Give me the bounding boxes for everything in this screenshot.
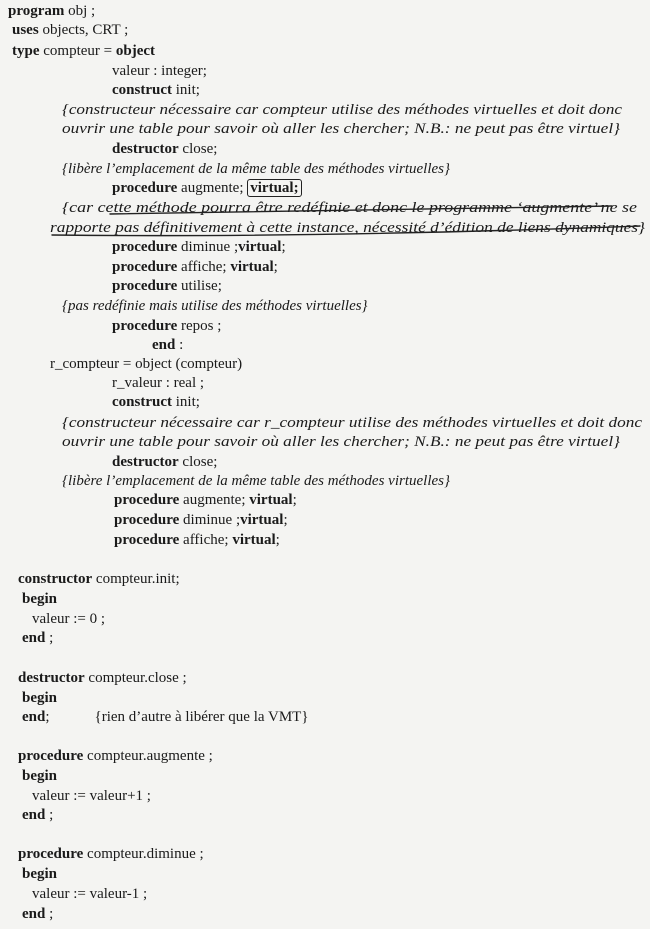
code-line [62, 120, 620, 139]
keyword: begin [22, 866, 58, 882]
code-line [112, 179, 302, 198]
code-line [32, 610, 105, 629]
code-text: objects, CRT ; [38, 22, 129, 38]
code-line [114, 511, 288, 530]
code-text: init; [172, 394, 200, 410]
code-line [112, 393, 200, 412]
keyword: procedure [114, 492, 180, 508]
code-line [62, 297, 368, 316]
keyword: procedure [112, 259, 178, 275]
code-line [62, 472, 450, 491]
keyword: procedure [112, 180, 178, 196]
code-text: compteur.augmente ; [83, 748, 213, 764]
keyword: type [12, 43, 40, 59]
code-text: : [175, 337, 184, 353]
code-text: valeur : integer; [112, 63, 207, 79]
code-line [22, 865, 57, 884]
code-line [18, 845, 204, 864]
comment: {car cette méthode pourra être redéfinie et donc le programme ‘augmente’ ne se [62, 200, 637, 216]
keyword: destructor [112, 454, 179, 470]
code-text: augmente; [177, 180, 248, 196]
code-text: compteur.close ; [84, 670, 187, 686]
code-line [112, 453, 217, 472]
keyword: end [22, 630, 46, 646]
code-line [50, 355, 242, 374]
code-line [112, 317, 221, 336]
keyword: procedure [114, 532, 180, 548]
keyword: procedure [18, 748, 84, 764]
keyword: virtual [240, 512, 284, 528]
circled-keyword: virtual; [247, 179, 301, 197]
code-text: ; [281, 239, 286, 255]
keyword: procedure [112, 239, 178, 255]
keyword: end [22, 709, 46, 725]
code-line [12, 42, 155, 61]
code-text: ; {rien d’autre à libérer que la VMT} [45, 709, 309, 725]
code-line [22, 590, 57, 609]
code-text: ; [283, 512, 288, 528]
code-line [32, 885, 147, 904]
comment: {pas redéfinie mais utilise des méthodes virtuelles} [62, 298, 368, 314]
code-line [112, 140, 217, 159]
code-line [62, 433, 620, 452]
code-line [22, 905, 53, 924]
comment: {libère l’emplacement de la même table des méthodes virtuelles} [62, 161, 450, 177]
keyword: end [22, 906, 46, 922]
comment: {constructeur nécessaire car compteur utilise des méthodes virtuelles et doit donc [62, 102, 622, 118]
code-text: compteur.diminue ; [83, 846, 204, 862]
keyword: virtual [230, 259, 274, 275]
keyword: uses [12, 22, 39, 38]
code-text: init; [172, 82, 200, 98]
keyword: destructor [112, 141, 179, 157]
code-text: compteur.init; [92, 571, 180, 587]
code-text: repos ; [177, 318, 222, 334]
code-line [62, 160, 450, 179]
comment: ouvrir une table pour savoir où aller les chercher; N.B.: ne peut pas être virtuel} [62, 434, 620, 450]
code-line [32, 787, 151, 806]
code-line [22, 708, 309, 727]
code-text: valeur := valeur-1 ; [32, 886, 148, 902]
keyword: program [8, 3, 65, 19]
keyword: begin [22, 768, 58, 784]
code-line [114, 491, 297, 510]
code-text: valeur := valeur+1 ; [32, 788, 151, 804]
code-text: affiche; [179, 532, 233, 548]
code-text: ; [45, 906, 54, 922]
code-line [8, 2, 95, 21]
keyword: virtual [249, 492, 293, 508]
code-text: diminue ; [179, 512, 241, 528]
keyword: procedure [112, 278, 178, 294]
code-line [114, 531, 280, 550]
code-line [112, 258, 278, 277]
code-line [50, 219, 645, 238]
keyword: virtual [238, 239, 282, 255]
keyword: begin [22, 690, 58, 706]
code-text: utilise; [177, 278, 222, 294]
code-line [18, 747, 213, 766]
code-text: r_valeur : real ; [112, 375, 205, 391]
code-line [18, 570, 180, 589]
keyword: construct [112, 394, 172, 410]
code-text: ; [45, 630, 54, 646]
code-line [112, 277, 222, 296]
keyword: end [152, 337, 176, 353]
code-line [112, 62, 207, 81]
keyword: object [115, 43, 156, 59]
code-line [112, 238, 286, 257]
code-line [62, 414, 642, 433]
code-text: ; [273, 259, 278, 275]
code-text: close; [178, 141, 218, 157]
code-line [112, 374, 204, 393]
code-text: ; [275, 532, 280, 548]
code-line [22, 689, 57, 708]
code-text: valeur := 0 ; [32, 611, 106, 627]
code-text: affiche; [177, 259, 231, 275]
keyword: procedure [18, 846, 84, 862]
code-text: augmente; [179, 492, 250, 508]
keyword: procedure [112, 318, 178, 334]
comment: rapporte pas définitivement à cette instance, nécessité d’édition de liens dynamiques} [50, 220, 645, 236]
code-line [62, 101, 622, 120]
keyword: constructor [18, 571, 93, 587]
code-line [18, 669, 187, 688]
keyword: begin [22, 591, 58, 607]
code-text: diminue ; [177, 239, 239, 255]
comment: {constructeur nécessaire car r_compteur utilise des méthodes virtuelles et doit donc [62, 415, 642, 431]
code-text: compteur = [39, 43, 116, 59]
code-text: ; [292, 492, 297, 508]
keyword: virtual [232, 532, 276, 548]
code-line [112, 81, 200, 100]
code-line [152, 336, 183, 355]
code-text: obj ; [64, 3, 96, 19]
code-text: ; [45, 807, 54, 823]
code-line [62, 199, 637, 218]
keyword: end [22, 807, 46, 823]
code-text: close; [178, 454, 218, 470]
code-line [12, 21, 128, 40]
code-line [22, 806, 53, 825]
comment: {libère l’emplacement de la même table des méthodes virtuelles} [62, 473, 450, 489]
code-text: r_compteur = object (compteur) [50, 356, 243, 372]
keyword: construct [112, 82, 172, 98]
keyword: destructor [18, 670, 85, 686]
keyword: procedure [114, 512, 180, 528]
code-line [22, 629, 53, 648]
code-line [22, 767, 57, 786]
comment: ouvrir une table pour savoir où aller les chercher; N.B.: ne peut pas être virtuel} [62, 121, 620, 137]
